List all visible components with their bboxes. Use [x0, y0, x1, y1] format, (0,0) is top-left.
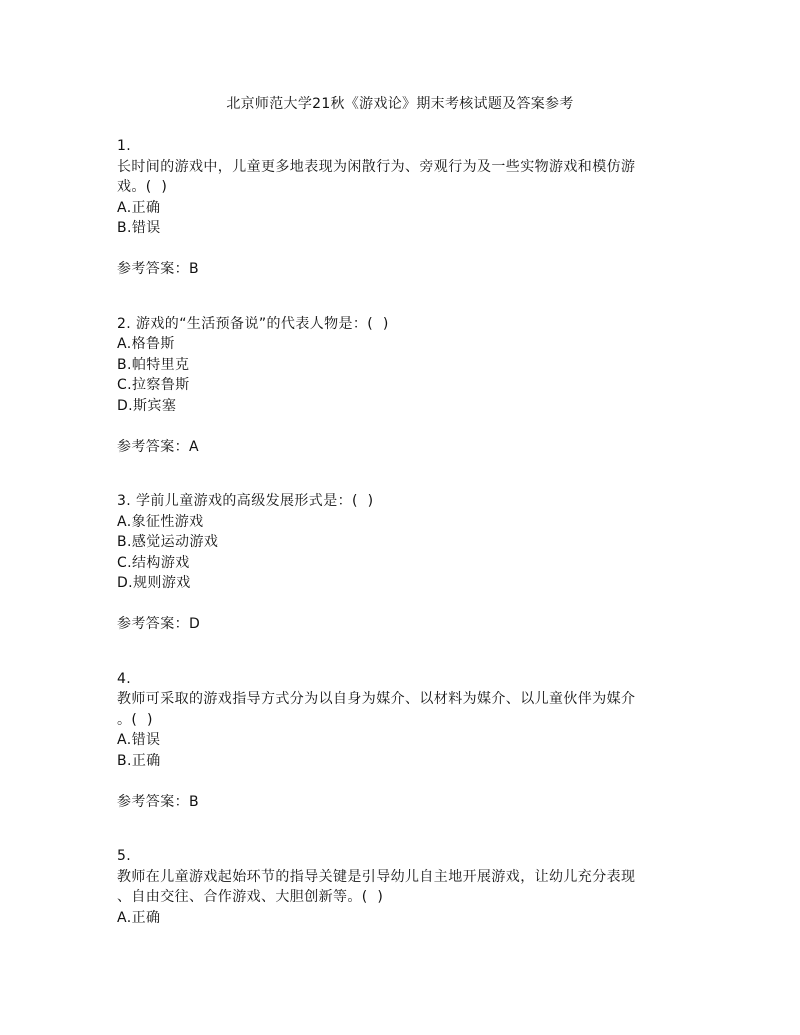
answer-text: 参考答案：B — [117, 261, 200, 277]
question-5 — [117, 846, 707, 928]
option-a: A.格鲁斯 — [117, 336, 175, 352]
option-a: A.象征性游戏 — [117, 513, 204, 530]
option-c: C.拉察鲁斯 — [117, 377, 190, 393]
question-number: 4. — [117, 670, 132, 687]
question-text: 。( ) — [117, 711, 153, 728]
option-d: D.斯宾塞 — [117, 397, 177, 414]
option-b: B.正确 — [117, 752, 161, 769]
question-text: 教师在儿童游戏起始环节的指导关键是引导幼儿自主地开展游戏，让幼儿充分表现 — [117, 868, 636, 885]
option-b: B.感觉运动游戏 — [117, 534, 219, 550]
answer-text: 参考答案：D — [117, 616, 201, 632]
option-a: A.错误 — [117, 732, 161, 748]
question-text: 教师可采取的游戏指导方式分为以自身为媒介、以材料为媒介、以儿童伙伴为媒介 — [117, 691, 636, 707]
option-c: C.结构游戏 — [117, 554, 190, 571]
question-3 — [117, 491, 707, 635]
question-text: 、自由交往、合作游戏、大胆创新等。( ) — [117, 889, 384, 905]
option-a: A.正确 — [117, 199, 161, 216]
question-list — [117, 136, 707, 928]
question-2 — [117, 314, 707, 458]
question-text: 3. 学前儿童游戏的高级发展形式是：( ) — [117, 493, 374, 509]
question-4 — [117, 669, 707, 813]
option-b: B.错误 — [117, 220, 161, 236]
question-number: 5. — [117, 848, 132, 864]
document-title: 北京师范大学21秋《游戏论》期末考核试题及答案参考 — [226, 96, 574, 112]
option-d: D.规则游戏 — [117, 575, 191, 591]
question-text: 2. 游戏的“生活预备说”的代表人物是：( ) — [117, 315, 389, 332]
option-a: A.正确 — [117, 909, 161, 926]
question-1 — [117, 136, 707, 280]
answer-text: 参考答案：B — [117, 793, 200, 810]
option-b: B.帕特里克 — [117, 356, 190, 373]
answer-text: 参考答案：A — [117, 438, 199, 455]
question-number: 1. — [117, 138, 132, 154]
question-text: 戏。( ) — [117, 179, 168, 195]
question-text: 长时间的游戏中，儿童更多地表现为闲散行为、旁观行为及一些实物游戏和模仿游 — [117, 158, 636, 175]
